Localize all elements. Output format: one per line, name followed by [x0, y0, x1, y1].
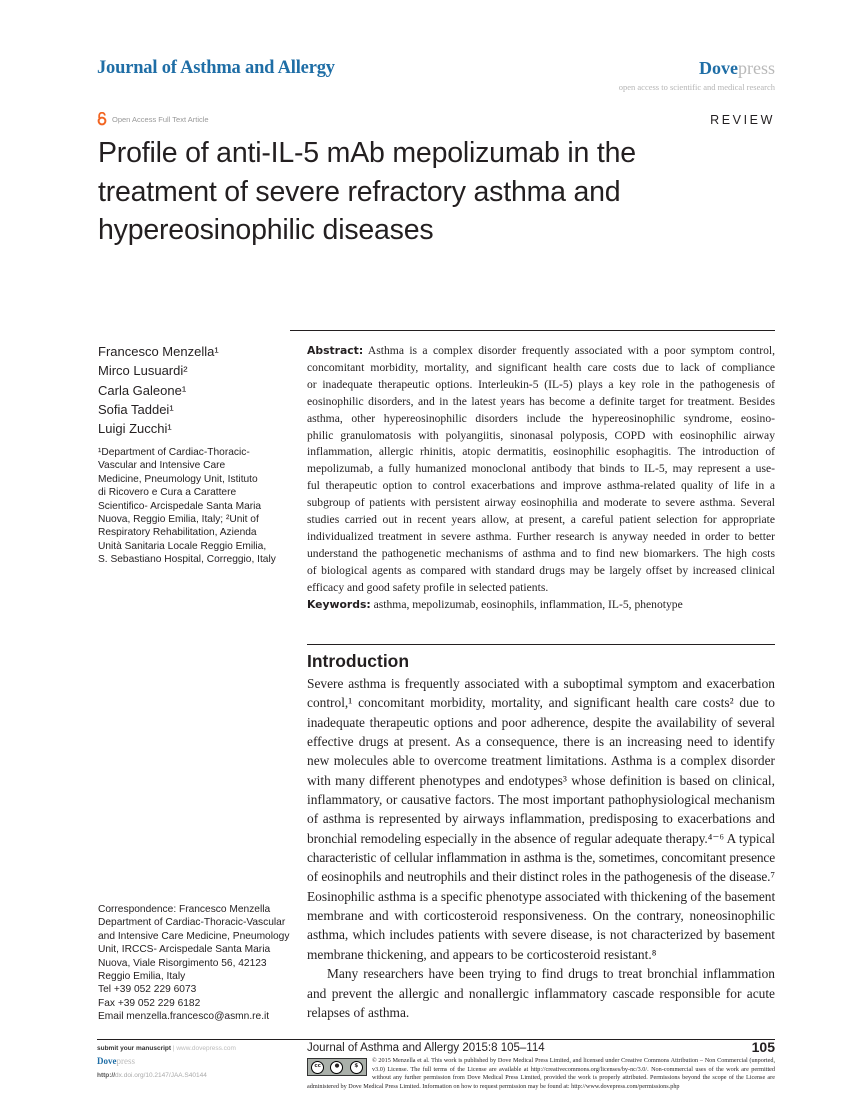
affiliation-line: Respiratory Rehabilitation, Azienda — [98, 527, 257, 539]
abstract-line — [307, 461, 775, 478]
title-line: treatment of severe refractory asthma and — [98, 175, 621, 208]
introduction-line: of eosinophils and neutrophils and their distinct roles in the pathogenesis of the disease.⁷ — [307, 869, 775, 885]
abstract-text: concomitant morbidity, mortality, and significant health care costs due to lack of compliance — [307, 360, 775, 374]
introduction-line: relapses of asthma. — [307, 1004, 410, 1020]
abstract-line — [307, 377, 775, 394]
introduction-heading: Introduction — [307, 651, 410, 671]
abstract-line — [307, 546, 775, 563]
correspondence-line: Fax +39 052 229 6182 — [98, 997, 201, 1009]
keywords-label: Keywords: — [307, 597, 371, 611]
introduction-line: Eosinophilic asthma is a specific phenotype associated with thickening of the basement — [307, 888, 776, 904]
introduction-line: characteristic of cellular inflammation in asthma is the, sometimes, concomitant presence — [307, 850, 775, 866]
license-block — [307, 1057, 775, 1091]
abstract-label: Abstract: — [307, 344, 364, 357]
abstract-text: mepolizumab, a fully humanized monoclonal antibody that binds to IL-5, may represent a use- — [307, 462, 775, 476]
author: Carla Galeone¹ — [98, 382, 187, 398]
affiliation-line: Vascular and Intensive Care — [98, 460, 226, 472]
correspondence-line: Correspondence: Francesco Menzella — [98, 904, 271, 915]
abstract-text: studies carried out in recent years allow, at present, a careful patient selection for appropriate — [307, 513, 775, 527]
license-text: © 2015 Menzella et al. This work is published by Dove Medical Press Limited, and licensed under Creative Commons Attribution – Non Commercial (unported, v3.0) License. The full terms of the License are available at http://creativecommons.org/licenses/by-nc/3.0/. Non-commercial uses of the work are permitted without any further permission from Dove Medical Press Limited, provided the work is properly attributed. Permissions beyond the scope of the License are administered by Dove Medical Press Limited. Information on how to request permission may be found at: http://www.dovepress.com/permissions.php — [307, 1057, 775, 1090]
affiliation-line: Medicine, Pneumology Unit, Istituto — [98, 473, 258, 485]
submit-manuscript-link[interactable] — [97, 1045, 236, 1053]
abstract-text: asthma, other hypereosinophilic disorders include the hypereosinophilic syndrome, eosino- — [307, 411, 775, 425]
submit-url: | www.dovepress.com — [171, 1045, 236, 1052]
author: Francesco Menzella¹ — [98, 344, 219, 359]
abstract-text: eosinophilic disorders, and in the latest years has become a definite target for treatment. Besides — [307, 394, 775, 408]
page-number: 105 — [751, 1039, 775, 1055]
citation: Journal of Asthma and Allergy 2015:8 105–114 — [307, 1042, 545, 1054]
abstract-text: Asthma is a complex disorder frequently associated with a poor symptom control, — [363, 344, 775, 357]
introduction-line: asthma, which includes patients with severe disease, is not characterized by basement — [307, 927, 775, 943]
author: Mirco Lusuardi² — [98, 363, 188, 379]
cc-icon: cc — [311, 1061, 324, 1074]
footer-publisher-logo[interactable] — [97, 1056, 135, 1067]
introduction-rule — [307, 644, 775, 645]
abstract — [307, 343, 775, 614]
doi-text: dx.doi.org/10.2147/JAA.S40144 — [115, 1072, 207, 1079]
journal-name[interactable]: Journal of Asthma and Allergy — [97, 58, 335, 78]
correspondence-line: Nuova, Viale Risorgimento 56, 42123 — [98, 957, 267, 969]
abstract-text: philic granulomatosis with polyangiitis, sinonasal polyposis, COPD with eosinophilic airway — [307, 428, 775, 442]
affiliation-line: di Ricovero e Cura a Carattere — [98, 487, 237, 499]
open-access-icon — [97, 112, 107, 126]
title-line: Profile of anti-IL-5 mAb mepolizumab in the — [98, 137, 636, 169]
introduction-line: effective drugs at present. As a consequence, there is an increasing need to identify — [307, 734, 775, 750]
correspondence — [98, 903, 298, 1024]
affiliation-line: Unità Sanitaria Locale Reggio Emilia, — [98, 540, 267, 552]
doi-prefix: http:// — [97, 1072, 116, 1079]
by-icon: ● — [330, 1061, 343, 1074]
open-access-text: Open Access Full Text Article — [112, 114, 209, 124]
author: Luigi Zucchi¹ — [98, 421, 172, 437]
footer-logo-dove: Dove — [97, 1056, 117, 1066]
submit-text: submit your manuscript — [97, 1045, 172, 1052]
abstract-line — [307, 411, 775, 428]
abstract-text: efficacy and good safety profile in selected patients. — [307, 580, 549, 594]
abstract-line — [307, 495, 775, 512]
nc-icon: $ — [350, 1061, 363, 1074]
abstract-line — [307, 444, 775, 461]
footer-rule — [97, 1039, 775, 1040]
correspondence-line: Department of Cardiac-Thoracic-Vascular — [98, 917, 286, 929]
abstract-text: understand the pathogenetic mechanisms of asthma and to find new biomarkers. The high costs — [307, 546, 775, 560]
footer-logo-press: press — [116, 1056, 135, 1066]
abstract-line — [307, 394, 775, 411]
author-list — [98, 342, 293, 438]
abstract-line — [307, 529, 775, 546]
introduction-line: Severe asthma is frequently associated with a suboptimal symptom and exacerbation — [307, 676, 775, 691]
abstract-line — [307, 478, 775, 495]
abstract-text: ful therapeutic option to control exacerbations and improve asthma-related quality of life in a — [307, 479, 775, 493]
introduction-line: with many different phenotypes and endotypes³ whose definition is based on clinical, — [307, 772, 775, 788]
keywords-text: asthma, mepolizumab, eosinophils, inflammation, IL-5, phenotype — [370, 597, 683, 611]
correspondence-line: and Intensive Care Medicine, Pneumology — [98, 930, 290, 942]
keywords — [307, 597, 775, 614]
affiliation-line: Nuova, Reggio Emilia, Italy; ²Unit of — [98, 514, 259, 526]
introduction-line: and prevent the allergic and nonallergic inflammatory cascade responsible for acute — [307, 985, 775, 1001]
abstract-line — [307, 343, 775, 360]
affiliation-line: ¹Department of Cardiac-Thoracic- — [98, 447, 250, 458]
affiliation-line: S. Sebastiano Hospital, Correggio, Italy — [98, 554, 276, 566]
open-access-label — [97, 112, 209, 126]
introduction-line: of asthma is represented by airways inflammation, predisposing to exacerbations and — [307, 811, 775, 827]
introduction-line: bronchial remodeling especially in the absence of regular adequate therapy.⁴⁻⁶ A typical — [307, 830, 775, 846]
abstract-text: inflammation, allergic rhinitis, atopic dermatitis, eosinophilic esophagitis. The introduction of — [307, 445, 775, 459]
article-type: REVIEW — [710, 113, 775, 127]
introduction-line: membrane and with corticosteroid responsiveness. On the contrary, noneosinophilic — [307, 908, 775, 924]
publisher-logo-dove: Dove — [699, 58, 738, 78]
affiliations — [98, 446, 298, 567]
correspondence-line: Email menzella.francesco@asmn.re.it — [98, 1011, 270, 1023]
publisher-logo-press: press — [738, 58, 775, 78]
abstract-top-rule — [290, 330, 775, 331]
creative-commons-badge[interactable] — [307, 1058, 367, 1076]
introduction-line: Many researchers have been trying to find drugs to treat bronchial inflammation — [327, 966, 775, 982]
publisher-tagline: open access to scientific and medical research — [618, 82, 775, 92]
abstract-text: individualized treatment in severe asthma. Further research is anyway needed in order to better — [307, 529, 775, 543]
author: Sofia Taddei¹ — [98, 401, 174, 417]
correspondence-line: Reggio Emilia, Italy — [98, 971, 186, 983]
correspondence-line: Tel +39 052 229 6073 — [98, 984, 197, 996]
article-title — [98, 134, 778, 250]
abstract-line — [307, 512, 775, 529]
abstract-text: of biological agents as compared with standard drugs may be largely offset by increased clinical — [307, 563, 775, 577]
abstract-line — [307, 563, 775, 580]
introduction-line: inflammatory, or causative factors. The most important pathophysiological mechanism — [307, 792, 775, 808]
introduction-line: inadequate therapeutic options and poor adherence, despite the availability of several — [307, 714, 775, 730]
abstract-text: or inadequate therapeutic options. Interleukin-5 (IL-5) plays a key role in the pathogenesis of — [307, 377, 775, 391]
introduction-body — [307, 674, 775, 1022]
affiliation-line: Scientifico- Arcispedale Santa Maria — [98, 500, 262, 512]
doi-link[interactable] — [97, 1072, 207, 1080]
correspondence-line: Unit, IRCCS- Arcispedale Santa Maria — [98, 944, 271, 956]
abstract-line — [307, 428, 775, 445]
publisher-logo[interactable] — [699, 58, 775, 79]
introduction-line: control,¹ concomitant morbidity, mortality, and significant health care costs² due to — [307, 695, 775, 711]
introduction-line: membrane thickening, and appears to be corticosteroid resistant.⁸ — [307, 946, 657, 962]
introduction-line: new molecules able to overcome treatment limitations. Asthma is a complex disorder — [307, 753, 775, 769]
abstract-line — [307, 580, 775, 597]
title-line: hypereosinophilic diseases — [98, 214, 434, 246]
abstract-text: subgroup of patients with persistent airway eosinophilia and moderate to severe asthma. Several — [307, 496, 775, 510]
abstract-line — [307, 360, 775, 377]
